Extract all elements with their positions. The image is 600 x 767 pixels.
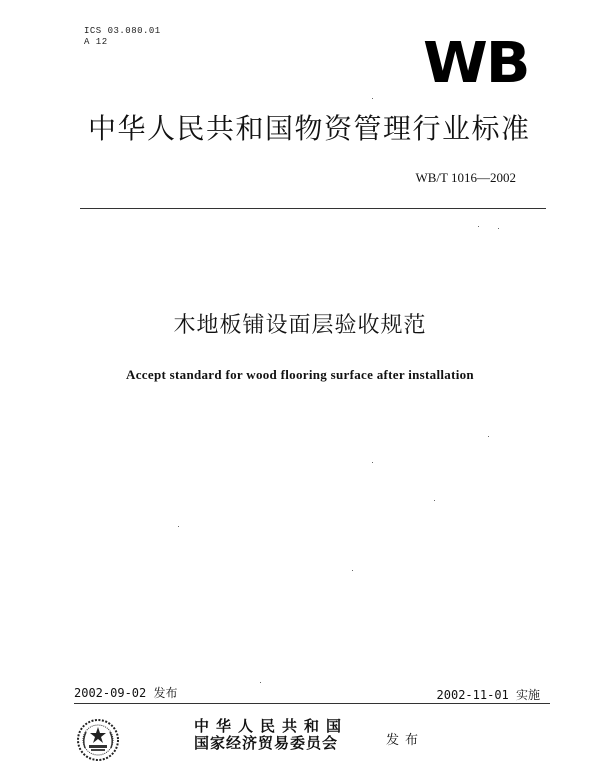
scan-speck: [498, 228, 499, 229]
scan-speck: [352, 570, 353, 571]
classification-codes: [84, 26, 161, 48]
ccs-code: A 12: [84, 37, 108, 47]
issuer-line-2: 国家经济贸易委员会: [194, 734, 339, 752]
scan-speck: [372, 462, 373, 463]
scan-speck: [478, 226, 479, 227]
release-label: 发布: [386, 733, 425, 748]
organization-title: 中华人民共和国物资管理行业标准: [88, 112, 531, 145]
ics-code: ICS 03.080.01: [84, 26, 161, 36]
scan-speck: [372, 98, 373, 99]
implementation-date: 2002-11-01 实施: [436, 688, 540, 702]
document-title-english: Accept standard for wood flooring surface after installation: [126, 367, 474, 382]
document-title-chinese: 木地板铺设面层验收规范: [173, 313, 427, 338]
standard-number: WB/T 1016—2002: [415, 170, 516, 185]
issuer-line-1: 中华人民共和国: [194, 717, 349, 735]
scan-speck: [488, 436, 489, 437]
issuing-authority: [194, 718, 348, 752]
scan-speck: [260, 682, 261, 683]
issue-date: 2002-09-02 发布: [74, 686, 178, 700]
scan-speck: [434, 500, 435, 501]
header-divider: [80, 208, 546, 209]
scan-speck: [178, 526, 179, 527]
national-emblem-seal-icon: [76, 718, 120, 762]
footer-divider: [74, 703, 550, 704]
wb-logo: WB: [423, 31, 529, 96]
